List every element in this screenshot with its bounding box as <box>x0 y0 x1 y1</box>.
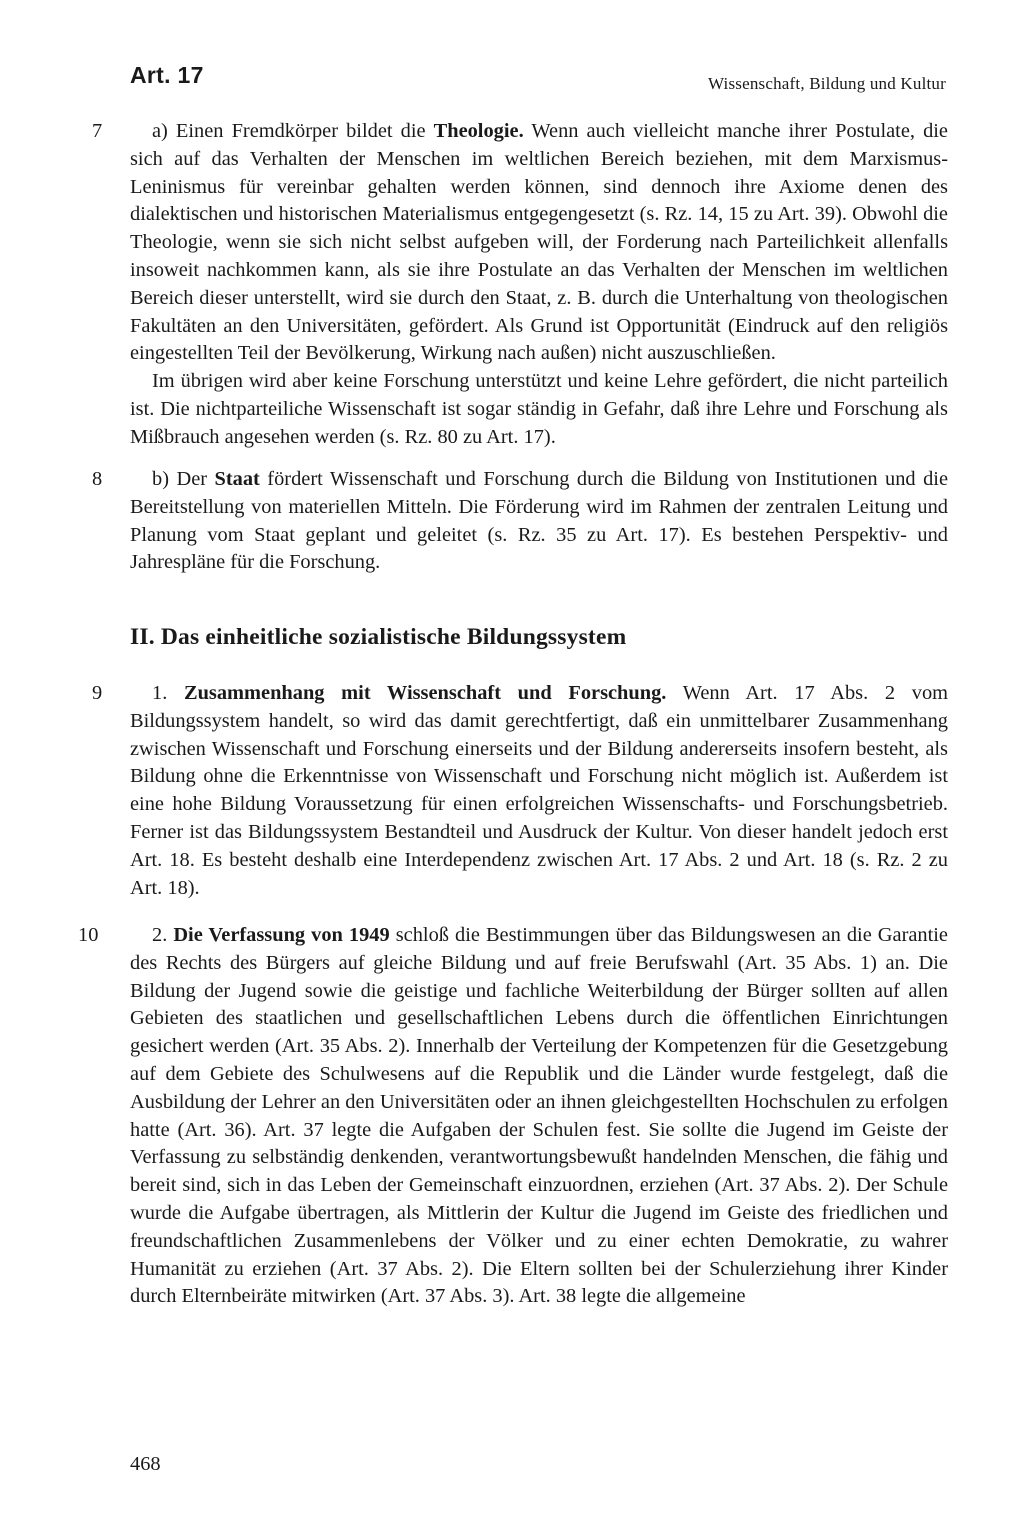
paragraph-8 <box>130 466 948 577</box>
paragraph-9-text: Wenn Art. 17 Abs. 2 vom Bildungssystem handelt, so wird das damit gerechtfertigt, daß ein unmittelbarer Zusammenhang zwischen Wissenschaft und Forschung einerseits und der Bildung andererseits insofern besteht, als Bildung ohne die Erkenntnisse von Wissenschaft und Forschung nicht möglich ist. Außerdem ist eine hohe Bildung Voraussetzung für einen erfolgreichen Wissenschafts- und Forschungsbetrieb. Ferner ist das Bildungssystem Bestandteil und Ausdruck der Kultur. Von dieser handelt jedoch erst Art. 18. Es besteht deshalb eine Interdependenz zwischen Art. 17 Abs. 2 und Art. 18 (s. Rz. 2 zu Art. 18). <box>130 682 949 899</box>
paragraph-9 <box>130 680 948 902</box>
paragraph-10-keyword: Die Verfassung von 1949 <box>173 924 390 946</box>
margin-number-9: 9 <box>92 682 103 704</box>
section-heading: II. Das einheitliche sozialistische Bildungssystem <box>130 624 627 650</box>
paragraph-9-keyword: Zusammenhang mit Wissenschaft und Forschung. <box>183 682 667 704</box>
paragraph-7-lead: a) Einen Fremdkörper bildet die <box>152 120 434 142</box>
page-number: 468 <box>130 1453 161 1475</box>
running-header-chapter: Wissenschaft, Bildung und Kultur <box>707 74 946 93</box>
paragraph-8-lead: b) Der <box>152 468 215 490</box>
paragraph-7-text: Wenn auch vielleicht manche ihrer Postulate, die sich auf das Verhalten der Menschen im weltlichen Bereich beziehen, mit dem Marxismus-Leninismus für vereinbar gehalten werden können, sind dennoch ihre Axiome denen des dialektischen und historischen Materialismus entgegengesetzt (s. Rz. 14, 15 zu Art. 39). Obwohl die Theologie, wenn sie sich nicht selbst aufgeben will, der Forderung nach Parteilichkeit allenfalls insoweit nachkommen kann, als sie ihre Postulate an das Verhalten der Menschen im weltlichen Bereich dieser unterstellt, wird sie durch den Staat, z. B. durch die Unterhaltung von theologischen Fakultäten an den Universitäten, gefördert. Als Grund ist Opportunität (Eindruck auf den religiös eingestellten Teil der Bevölkerung, Wirkung nach außen) nicht auszuschließen. <box>130 120 948 365</box>
paragraph-7-keyword: Theologie. <box>433 120 524 142</box>
margin-number-8: 8 <box>92 468 103 490</box>
paragraph-7 <box>130 118 948 452</box>
margin-number-7: 7 <box>92 120 103 142</box>
paragraph-7-continuation: Im übrigen wird aber keine Forschung unterstützt und keine Lehre gefördert, die nicht parteilich ist. Die nichtparteiliche Wissenschaft ist sogar ständig in Gefahr, daß ihre Lehre und Forschung als Mißbrauch angesehen werden (s. Rz. 80 zu Art. 17). <box>130 370 948 448</box>
paragraph-9-body <box>130 680 948 902</box>
paragraph-10-text: schloß die Bestimmungen über das Bildungswesen an die Garantie des Rechts des Bürgers auf gleiche Bildung und auf freie Berufswahl (Art. 35 Abs. 1) an. Die Bildung der Jugend sowie die geistige und fachliche Weiterbildung der Bürger sollten auf allen Gebieten des staatlichen und gesellschaftlichen Lebens durch die öffentlichen Einrichtungen gesichert werden (Art. 35 Abs. 2). Innerhalb der Verteilung der Kompetenzen für die Gesetzgebung auf dem Gebiete des Schulwesens auf die Republik und die Länder wurde festgelegt, daß die Ausbildung der Lehrer an den Universitäten oder an ihnen gleichgestellten Hochschulen zu erfolgen hatte (Art. 36). Art. 37 legte die Aufgaben der Schulen fest. Sie sollte die Jugend im Geiste der Verfassung zu selbständig denkenden, verantwortungsbewußt handelnden Menschen, die fähig und bereit sind, sich in das Leben der Gemeinschaft einzuordnen, erziehen (Art. 37 Abs. 2). Der Schule wurde die Aufgabe übertragen, als Mittlerin der Kultur die Jugend im Geiste des friedlichen und freundschaftlichen Zusammenlebens der Völker und zu einer echten Demokratie, zu wahrer Humanität zu erziehen (Art. 37 Abs. 2). Die Eltern sollten bei der Schulerziehung ihrer Kinder durch Elternbeiräte mitwirken (Art. 37 Abs. 3). Art. 38 legte die allgemeine <box>130 924 948 1308</box>
paragraph-10 <box>130 922 948 1311</box>
paragraph-7-body <box>130 118 948 368</box>
paragraph-8-keyword: Staat <box>214 468 260 490</box>
paragraph-10-lead: 2. <box>152 924 174 946</box>
paragraph-10-body <box>130 922 948 1311</box>
paragraph-9-lead: 1. <box>152 682 184 704</box>
paragraph-8-text: fördert Wissenschaft und Forschung durch die Bildung von Institutionen und die Bereitstellung von materiellen Mitteln. Die Förderung wird im Rahmen der zentralen Leitung und Planung vom Staat geplant und geleitet (s. Rz. 35 zu Art. 17). Es bestehen Perspektiv- und Jahrespläne für die Forschung. <box>130 468 949 574</box>
margin-number-10: 10 <box>78 924 99 946</box>
paragraph-8-body <box>130 466 948 577</box>
running-header-article: Art. 17 <box>130 62 204 88</box>
